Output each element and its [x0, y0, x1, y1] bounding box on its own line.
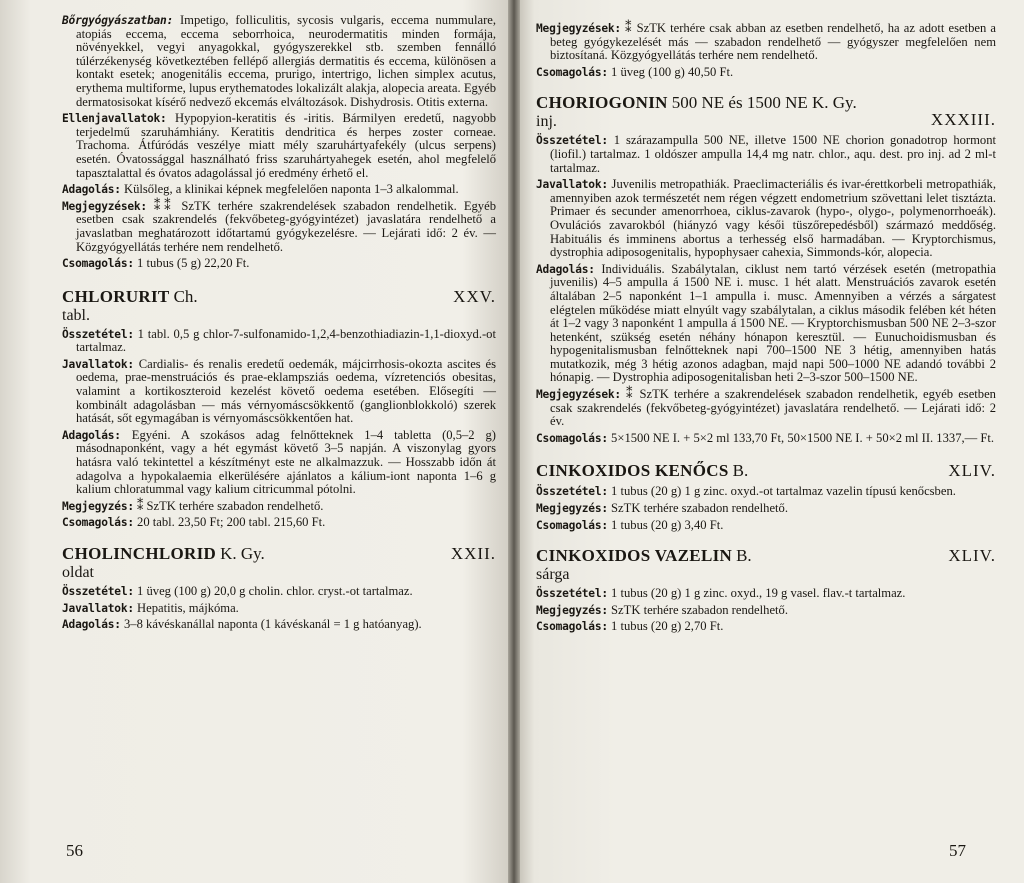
- paragraph: [536, 519, 996, 533]
- paragraph-text: ⁑ SzTK terhére szabadon rendelhető.: [137, 498, 324, 513]
- paragraph: [536, 587, 996, 601]
- paragraph: [536, 620, 996, 634]
- paragraph-text: SzTK terhére szabadon rendelhető.: [611, 602, 788, 617]
- entry-heading: [536, 461, 996, 481]
- paragraph: [536, 502, 996, 516]
- paragraph: [62, 14, 496, 109]
- paragraph-text: 20 tabl. 23,50 Ft; 200 tabl. 215,60 Ft.: [137, 515, 326, 530]
- right-page: [514, 0, 1024, 883]
- entry-heading: [62, 287, 496, 324]
- paragraph-label: Bőrgyógyászatban:: [62, 14, 174, 27]
- entry-category: B.: [732, 461, 749, 481]
- paragraph-text: ⁑ SzTK terhére csak abban az esetben rendelhető, ha az adott esetben a beteg gyógykezelését más — szabadon rendelhető — gyógyszer megfelelően nem biztosítaná. Közgyógyellátás terhére nem rendelhető.: [550, 21, 996, 63]
- paragraph-label: Összetétel:: [62, 585, 134, 598]
- paragraph-label: Adagolás:: [62, 618, 121, 632]
- paragraph-label: Összetétel:: [62, 327, 134, 341]
- paragraph: [536, 178, 996, 260]
- entry-roman-numeral: XLIV.: [948, 546, 996, 566]
- entry-form: sárga: [536, 566, 570, 584]
- entry-form: oldat: [62, 564, 94, 581]
- paragraph-label: Javallatok:: [536, 178, 608, 192]
- entry-roman-numeral: XXV.: [453, 286, 496, 306]
- paragraph-label: Csomagolás:: [62, 516, 134, 530]
- paragraph: [62, 429, 496, 497]
- paragraph-text: Hepatitis, májkóma.: [137, 600, 239, 615]
- paragraph-label: Csomagolás:: [62, 257, 134, 271]
- paragraph-label: Megjegyzések:: [536, 388, 621, 402]
- paragraph-label: Megjegyzés:: [536, 502, 608, 516]
- paragraph-text: Juvenilis metropathiák. Praeclimacteriális és ivar-érettkorbeli metropathiák, amennyiben azok természetét nem régen végzett endometrium szövettani lelet tisztázta. Primaer és secunder amenorrhoea, ciklus-zavarok (hypo-, olygo-, polymenorrhoeák). Ovulációs zavarokból (hiányzó vagy késői tüszőrepedésből) származó meddőség. Habituális és imminens abortus a terhesség első harmadában. — Kryptorchismus, dystrophia adiposogenitalis, hypophysaer cahexia, Simmonds-kór, alopecia.: [550, 177, 996, 260]
- paragraph-label: Csomagolás:: [536, 620, 608, 634]
- paragraph-label: Csomagolás:: [536, 431, 608, 445]
- entry-heading: [536, 93, 996, 130]
- entry-category: Ch.: [173, 286, 198, 306]
- book-gutter: [508, 0, 520, 883]
- paragraph-text: SzTK terhére szabadon rendelhető.: [611, 501, 788, 516]
- paragraph: [536, 134, 996, 175]
- paragraph: [62, 358, 496, 426]
- paragraph-label: Csomagolás:: [536, 65, 608, 79]
- entry-heading: [536, 546, 996, 583]
- entry-form: tabl.: [62, 306, 90, 324]
- paragraph-text: 1 szárazampulla 500 NE, illetve 1500 NE chorion gonadotrop hormont (liofil.) tartalmaz. 1 oldószer ampulla 14,4 mg natr. chlor., aqu. dest. pro inj. ad 2 ml-t tartalmaz.: [550, 133, 996, 175]
- paragraph-label: Összetétel:: [536, 134, 608, 148]
- paragraph: [62, 500, 496, 514]
- paragraph-text: 5×1500 NE I. + 5×2 ml 133,70 Ft, 50×1500 NE I. + 50×2 ml II. 1337,— Ft.: [611, 430, 995, 445]
- paragraph-label: Összetétel:: [536, 485, 608, 499]
- paragraph-text: Impetigo, folliculitis, sycosis vulgaris, eccema nummulare, atopiás eccema, eccema seborrhoica, neurodermatitis minden formája, növényekkel, vegyi anyagokkal, gyógyszerekkel stb. szemben fennálló túlérzékenység következtében fellépő allergiás dermatitis és eccema, különösen a kontakt esetek; anogenitális eccema, prurigo, intertrigo, lichen simplex acutus, erythema multiforme, lupus erythematodes lokalizált alakja, alopecia areata. Egyéb dermatosisokat kísérő nedvező ekcemás elváltozások. Dishydrosis. Otitis externa.: [76, 13, 496, 109]
- entry-name: CHLORURIT: [62, 286, 170, 306]
- paragraph-text: 1 tubus (20 g) 3,40 Ft.: [611, 517, 724, 532]
- entry-name: CHOLINCHLORID: [62, 544, 217, 563]
- page-number: 57: [949, 841, 966, 860]
- paragraph-text: Külsőleg, a klinikai képnek megfelelően naponta 1–3 alkalommal.: [123, 182, 459, 197]
- paragraph: [536, 22, 996, 63]
- paragraph: [62, 257, 496, 271]
- paragraph: [62, 183, 496, 197]
- entry-heading: [62, 544, 496, 581]
- paragraph-text: ⁑⁑ SzTK terhére szakrendelések szabadon rendelhetik. Egyéb esetben csak szakrendelés (fekvőbeteg-gyógyintézet) javaslatára rendelhető a javaslatban meghatározott időtartamú gyógykezelésre. — Lejárati idő: 2 év. — Közgyógyellátás terhére nem rendelhető.: [76, 198, 496, 254]
- paragraph-label: Megjegyzések:: [536, 22, 621, 35]
- paragraph-label: Csomagolás:: [536, 518, 608, 532]
- paragraph-label: Javallatok:: [62, 601, 134, 615]
- paragraph-text: 1 tubus (20 g) 1 g zinc. oxyd.-ot tartalmaz vazelin típusú kenőcsben.: [611, 484, 956, 499]
- paragraph-label: Adagolás:: [536, 262, 595, 276]
- paragraph-label: Adagolás:: [62, 183, 121, 197]
- entry-roman-numeral: XLIV.: [948, 461, 996, 481]
- paragraph: [62, 602, 496, 616]
- paragraph-text: Egyéni. A szokásos adag felnőtteknek 1–4 tabletta (0,5–2 g) másodnaponként, vagy a hét egymást követő 3–5 napján. A viszonylag gyors hatásra való tekintettel a készítményt este ne alkalmazzuk. — Hosszabb időn át adagolva a hypokalaemia elkerülésére ajánlatos a kálium-iont naponta 1–6 g kalium chloratummal vagy kalium citricummal pótolni.: [76, 427, 496, 497]
- paragraph-text: Hypopyion-keratitis és -iritis. Bármilyen eredetű, nagyobb terjedelmű szaruhámhiány. Keratitis dendritica és herpes zoster corneae. Trachoma. Átfúródás veszélye miatt mély szaruhártyafekély (ulcus serpens) esetén. Óvatossággal használható friss szaruhártyahegek esetén, ahol megfelelő tapasztalattal és óvatos adagolással jó eredmény érhető el.: [76, 111, 496, 180]
- paragraph-text: 1 üveg (100 g) 20,0 g cholin. chlor. cryst.-ot tartalmaz.: [137, 584, 413, 598]
- paragraph: [62, 328, 496, 355]
- paragraph: [536, 388, 996, 429]
- entry-category: B.: [736, 546, 752, 566]
- paragraph-text: 3–8 kávéskanállal naponta (1 kávéskanál = 1 g hatóanyag).: [123, 617, 422, 632]
- paragraph-label: Megjegyzések:: [62, 199, 147, 213]
- entry-roman-numeral: XXXIII.: [930, 110, 996, 130]
- paragraph-text: 1 tubus (20 g) 1 g zinc. oxyd., 19 g vasel. flav.-t tartalmaz.: [611, 586, 906, 601]
- paragraph-label: Ellenjavallatok:: [62, 112, 167, 126]
- entry-name: CINKOXIDOS VAZELIN: [536, 546, 733, 566]
- entry-roman-numeral: XXII.: [450, 544, 496, 563]
- entry-category: K. Gy.: [220, 544, 265, 563]
- entry-form: inj.: [536, 113, 557, 131]
- paragraph-text: 1 tubus (20 g) 2,70 Ft.: [611, 619, 724, 634]
- paragraph: [62, 585, 496, 599]
- entry-category: 500 NE és 1500 NE K. Gy.: [671, 93, 857, 113]
- paragraph: [62, 200, 496, 254]
- paragraph-label: Megjegyzés:: [62, 499, 134, 513]
- page-number: 56: [66, 841, 83, 860]
- paragraph-label: Adagolás:: [62, 428, 121, 442]
- paragraph-text: 1 tabl. 0,5 g chlor-7-sulfonamido-1,2,4-benzothiadiazin-1,1-dioxyd.-ot tartalmaz.: [76, 326, 496, 355]
- paragraph: [536, 604, 996, 618]
- paragraph: [536, 485, 996, 499]
- entry-name: CINKOXIDOS KENŐCS: [536, 461, 729, 481]
- paragraph-text: Individuális. Szabálytalan, ciklust nem tartó vérzések esetén (metropathia juvenilis) 4–5 ampulla á 1500 NE i. musc. 1 hét alatt. Menstruációs zavarok esetén általában 2–5 naponként 1–1 ampulla i. musc. Amennyiben a vérzés a sárgatest elégtelen működése miatt elnyúlt vagy szabálytalan, a ciklus második felében két héten át 1–2 vagy 3 naponként 1 ampulla á 1500 NE. — Kryptorchismusban 500 NE 2–3-szor hetenként, szükség esetén néhány hónapon keresztül. — Eunuchoidismusban és hypogenitalismusban felnőtteknek napi 700–1500 NE 3 hétig, amennyiben hatás mutatkozik, még 3 hétig azonos adagban, majd napi 500–1000 NE adandó további 2 hónapig. — Dystrophia adiposogenitalisban heti 2–3-szor 500–1500 NE.: [550, 261, 996, 385]
- paragraph: [62, 618, 496, 632]
- paragraph-label: Összetétel:: [536, 587, 608, 601]
- paragraph-label: Megjegyzés:: [536, 603, 608, 617]
- paragraph: [536, 263, 996, 385]
- paragraph-text: Cardialis- és renalis eredetű oedemák, májcirrhosis-okozta ascites és oedema, prae-menstruációs és prae-eklampsziás oedema, vízretenciós obesitas, valamint a kortikoszteroid kezelést követő oedema esetében. Elősegíti — kombinált adagolásban — más vérnyomáscsökkentő (ganglionblokkoló) szerek hatását, sőt egymagában is vérnyomáscsökkentően hat.: [76, 356, 497, 426]
- paragraph-text: 1 tubus (5 g) 22,20 Ft.: [137, 256, 250, 271]
- paragraph-text: ⁑ SzTK terhére a szakrendelések szabadon rendelhetik, egyéb esetben csak szakrendelés (fekvőbeteg-gyógyintézet) javaslatára rendelhető. — Lejárati idő: 2 év.: [550, 387, 996, 429]
- paragraph: [62, 516, 496, 530]
- paragraph-label: Javallatok:: [62, 357, 134, 371]
- paragraph: [62, 112, 496, 180]
- paragraph-text: 1 üveg (100 g) 40,50 Ft.: [611, 64, 734, 79]
- entry-name: CHORIOGONIN: [536, 93, 668, 113]
- paragraph: [536, 432, 996, 446]
- paragraph: [536, 66, 996, 80]
